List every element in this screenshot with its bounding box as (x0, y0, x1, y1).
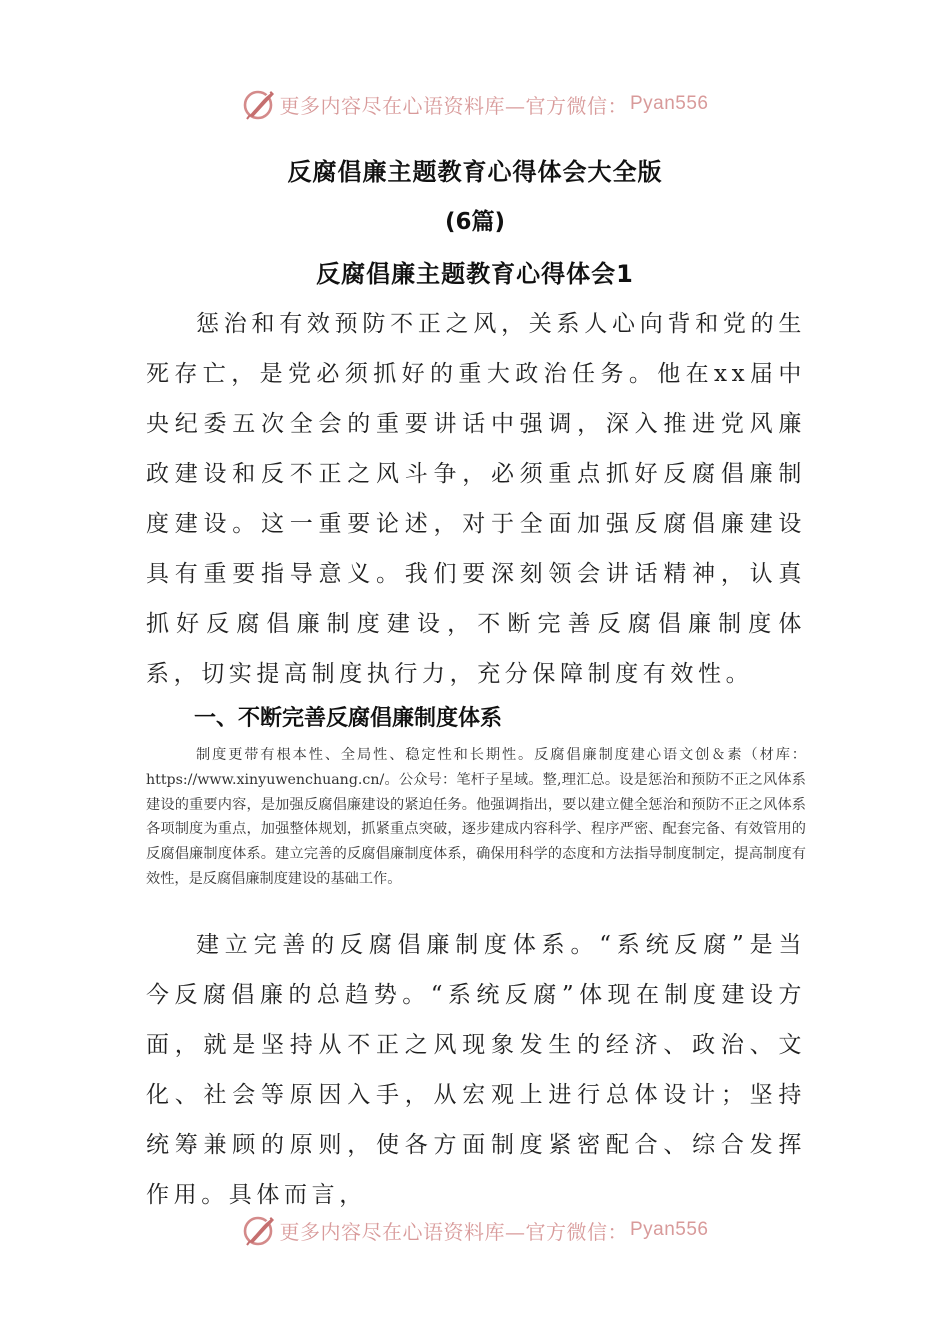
watermark-banner-bottom (0, 1210, 950, 1250)
body-paragraph-2: 建立完善的反腐倡廉制度体系。“系统反腐”是当今反腐倡廉的总趋势。“系统反腐”体现在制度建设方面，就是坚持从不正之风现象发生的经济、政治、文化、社会等原因入手，从宏观上进行总体设计；坚持统筹兼顾的原则，使各方面制度紧密配合、综合发挥作用。具体而言， (146, 932, 806, 1208)
document-subtitle: (6篇) (444, 209, 506, 235)
section-small-paragraph: 制度更带有根本性、全局性、稳定性和长期性。反腐倡廉制度建心语文创＆素（材库：https://www.xinyuwenchuang.cn/。公众号：笔杆子星域。整,理汇总。设是惩治和预防不正之风体系建设的重要内容，是加强反腐倡廉建设的紧迫任务。他强调指出，要以建立健全惩治和预防不正之风体系各项制度为重点，加强整体规划，抓紧重点突破，逐步建成内容科学、程序严密、配套完备、有效管用的反腐倡廉制度体系。建立完善的反腐倡廉制度体系，确保用科学的态度和方法指导制度制定，提高制度有效性，是反腐倡廉制度建设的基础工作。 (146, 747, 806, 887)
watermark-banner-top (0, 84, 950, 124)
watermark-wechat-id: Pyan556 (629, 1219, 709, 1240)
body-paragraph-1: 惩治和有效预防不正之风，关系人心向背和党的生死存亡，是党必须抓好的重大政治任务。他在xx届中央纪委五次全会的重要讲话中强调，深入推进党风廉政建设和反不正之风斗争，必须重点抓好反腐倡廉制度建设。这一重要论述，对于全面加强反腐倡廉建设具有重要指导意义。我们要深刻领会讲话精神，认真抓好反腐倡廉制度建设，不断完善反腐倡廉制度体系，切实提高制度执行力，充分保障制度有效性。 (146, 311, 806, 687)
quill-logo-icon (241, 1212, 277, 1248)
quill-logo-icon (241, 86, 277, 122)
watermark-text: 更多内容尽在心语资料库—官方微信： (279, 93, 628, 118)
watermark-wechat-id: Pyan556 (629, 93, 709, 114)
document-title: 反腐倡廉主题教育心得体会大全版 (287, 158, 663, 186)
watermark-text: 更多内容尽在心语资料库—官方微信： (279, 1219, 628, 1244)
article-title: 反腐倡廉主题教育心得体会1 (316, 260, 634, 288)
section-heading-1: 一、不断完善反腐倡廉制度体系 (194, 706, 503, 731)
